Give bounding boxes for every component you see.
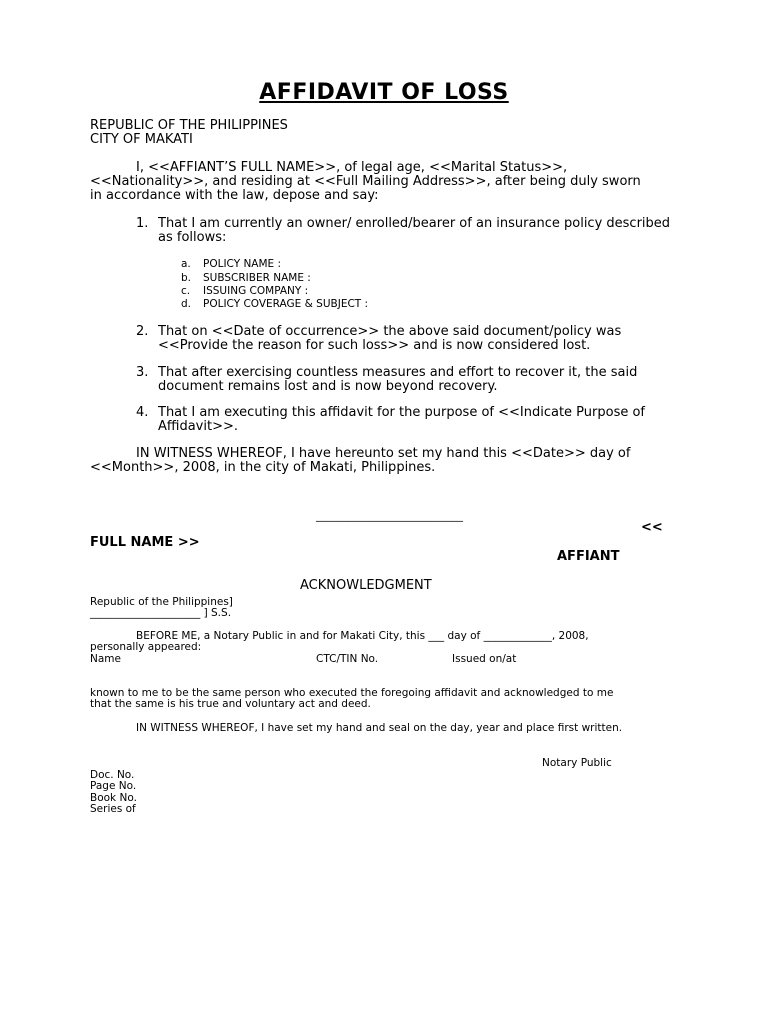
- item-number: 2.: [136, 324, 149, 339]
- list-item: [136, 325, 621, 339]
- ack-col-ctc: CTC/TIN No.: [316, 653, 379, 665]
- header-city: CITY OF MAKATI: [90, 132, 193, 147]
- affiant-name-open: <<: [641, 520, 663, 535]
- acknowledgment-heading: ACKNOWLEDGMENT: [300, 578, 432, 593]
- document-title: AFFIDAVIT OF LOSS: [259, 80, 509, 105]
- witness-line-1: IN WITNESS WHEREOF, I have hereunto set my hand this <<Date>> day of: [136, 446, 631, 461]
- ack-col-issued: Issued on/at: [452, 653, 517, 665]
- item-text: That on <<Date of occurrence>> the above said document/policy was: [158, 324, 622, 339]
- series-of: Series of: [90, 803, 136, 815]
- subitem-letter: b.: [181, 272, 192, 284]
- book-no: Book No.: [90, 792, 137, 804]
- doc-no: Doc. No.: [90, 769, 135, 781]
- list-item: [181, 272, 311, 284]
- ack-witness: IN WITNESS WHEREOF, I have set my hand and seal on the day, year and place first written.: [136, 722, 623, 734]
- affiant-name-close: FULL NAME >>: [90, 535, 200, 550]
- subitem-letter: d.: [181, 298, 192, 310]
- subitem-text: POLICY COVERAGE & SUBJECT :: [203, 298, 369, 310]
- ack-republic: Republic of the Philippines]: [90, 596, 233, 608]
- item-number: 4.: [136, 405, 149, 420]
- ack-before-me: BEFORE ME, a Notary Public in and for Makati City, this ___ day of _____________, 2008,: [136, 630, 589, 642]
- item-text-cont: <<Provide the reason for such loss>> and is now considered lost.: [158, 338, 591, 353]
- list-item: [136, 217, 670, 231]
- list-item: [136, 366, 637, 380]
- ack-personally: personally appeared:: [90, 641, 202, 653]
- subitem-letter: a.: [181, 258, 191, 270]
- intro-line-2: <<Nationality>>, and residing at <<Full Mailing Address>>, after being duly sworn: [90, 174, 641, 189]
- item-text-cont: as follows:: [158, 230, 227, 245]
- list-item: [181, 285, 308, 297]
- subitem-text: ISSUING COMPANY :: [203, 285, 309, 297]
- list-item: [136, 406, 645, 420]
- header-republic: REPUBLIC OF THE PHILIPPINES: [90, 118, 288, 133]
- subitem-text: SUBSCRIBER NAME :: [203, 272, 311, 284]
- item-text-cont: document remains lost and is now beyond recovery.: [158, 379, 498, 394]
- notary-public-label: Notary Public: [542, 757, 612, 769]
- subitem-letter: c.: [181, 285, 191, 297]
- ack-ss: _____________________ ] S.S.: [90, 607, 232, 619]
- ack-col-name: Name: [90, 653, 121, 665]
- page-no: Page No.: [90, 780, 137, 792]
- item-text: That I am executing this affidavit for the purpose of <<Indicate Purpose of: [158, 405, 646, 420]
- list-item: [181, 298, 368, 310]
- item-text: That I am currently an owner/ enrolled/bearer of an insurance policy described: [158, 216, 671, 231]
- item-text-cont: Affidavit>>.: [158, 419, 238, 434]
- ack-known-1: known to me to be the same person who executed the foregoing affidavit and acknowledged to me: [90, 687, 614, 699]
- intro-line-1: I, <<AFFIANT’S FULL NAME>>, of legal age, <<Marital Status>>,: [136, 160, 568, 175]
- subitem-text: POLICY NAME :: [203, 258, 282, 270]
- item-number: 3.: [136, 365, 149, 380]
- item-text: That after exercising countless measures and effort to recover it, the said: [158, 365, 638, 380]
- affiant-label: AFFIANT: [557, 549, 620, 564]
- signature-line: ____________________________: [316, 510, 463, 522]
- ack-known-2: that the same is his true and voluntary act and deed.: [90, 698, 371, 710]
- item-number: 1.: [136, 216, 149, 231]
- list-item: [181, 258, 281, 270]
- intro-line-3: in accordance with the law, depose and say:: [90, 188, 379, 203]
- witness-line-2: <<Month>>, 2008, in the city of Makati, Philippines.: [90, 460, 436, 475]
